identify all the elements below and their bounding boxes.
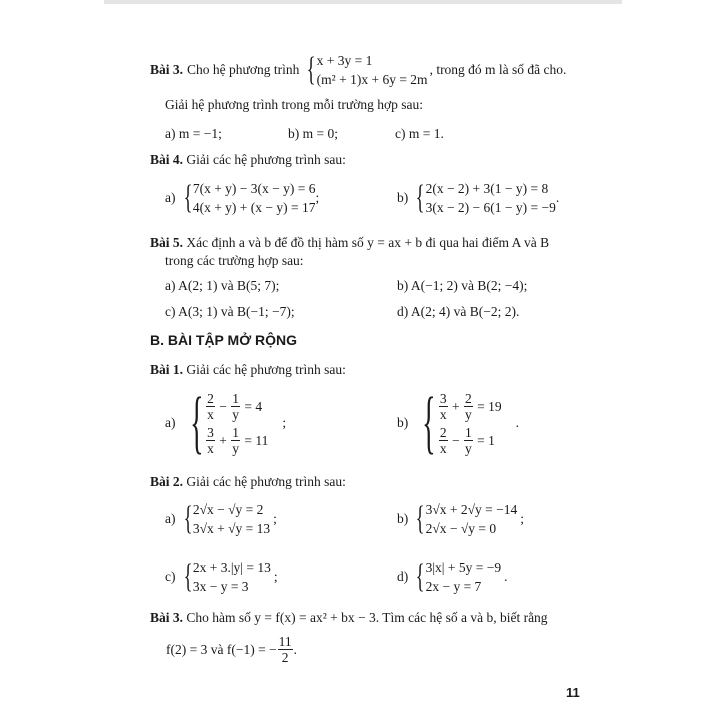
denominator: x (207, 440, 214, 456)
a-bai5-title-line (150, 235, 549, 251)
exercise-text: Giải hệ phương trình trong mỗi trường hợp sau: (165, 97, 424, 112)
brace-icon: { (183, 558, 193, 595)
rhs: = 1 (477, 432, 495, 448)
equation: 2x + 3.|y| = 13 (192, 560, 271, 575)
operator: − (451, 432, 460, 448)
exercise-number: Bài 2. (150, 474, 184, 489)
exercise-text: Giải các hệ phương trình sau: (186, 152, 346, 167)
exercise-text: Cho hàm số y = f(x) = ax² + bx − 3. Tìm các hệ số a và b, biết rằng (186, 610, 548, 625)
punctuation: ; (315, 190, 320, 205)
brace-icon: { (415, 179, 425, 216)
equation: 3(x − 2) − 6(1 − y) = −9 (425, 200, 556, 215)
equation-system (165, 500, 277, 538)
numerator: 1 (232, 390, 239, 406)
equation-system (303, 51, 427, 89)
case: a) m = −1; (165, 126, 222, 141)
equation: 3x − y = 3 (192, 579, 249, 594)
brace-icon: { (415, 558, 425, 595)
brace-icon: { (183, 500, 193, 537)
item-label: b) (397, 190, 409, 205)
exercise-text: Cho hệ phương trình (187, 62, 300, 77)
equation: x + 3y = 1 (316, 53, 373, 68)
exercise-number: Bài 3. (150, 610, 184, 625)
punctuation: . (555, 190, 560, 205)
section-heading: B. BÀI TẬP MỞ RỘNG (150, 332, 298, 348)
item-label: d) (397, 569, 409, 584)
case: c) A(3; 1) và B(−1; −7); (165, 304, 295, 319)
condition-text: f(2) = 3 và f(−1) = − (166, 641, 277, 657)
operator: + (219, 432, 227, 448)
equation: 4(x + y) + (x − y) = 17 (192, 200, 316, 215)
operator: + (451, 398, 460, 414)
equation-system (165, 558, 278, 596)
case: d) A(2; 4) và B(−2; 2). (397, 304, 520, 319)
exercise-text: , trong đó m là số đã cho. (429, 62, 567, 77)
numerator: 2 (439, 424, 447, 440)
equation-system (397, 500, 524, 538)
equation (438, 423, 502, 457)
brace-icon: { (307, 51, 316, 88)
exercise-number: Bài 3. (150, 62, 184, 77)
exercise-text: Giải các hệ phương trình sau: (186, 362, 346, 377)
punctuation: ; (282, 415, 287, 430)
numerator: 2 (207, 390, 214, 406)
equation-system (165, 384, 287, 461)
case: b) A(−1; 2) và B(2; −4); (397, 278, 528, 293)
equation: 7(x + y) − 3(x − y) = 6 (192, 181, 316, 196)
equation: 2√x − √y = 0 (425, 521, 497, 536)
numerator: 2 (464, 390, 472, 406)
top-edge (104, 0, 622, 4)
equation: 2√x − √y = 2 (192, 502, 264, 517)
condition-line (166, 634, 297, 665)
numerator: 1 (232, 424, 239, 440)
denominator: y (232, 406, 239, 422)
punctuation: ; (520, 511, 525, 526)
denominator: 2 (281, 650, 289, 665)
b-bai3-title-line (150, 610, 548, 626)
denominator: y (464, 406, 472, 422)
exercise-number: Bài 4. (150, 152, 184, 167)
denominator: x (439, 440, 447, 456)
equation-system (397, 384, 519, 461)
equation (205, 423, 268, 457)
item-label: b) (397, 511, 409, 526)
case: b) m = 0; (288, 126, 338, 141)
equation: 2x − y = 7 (425, 579, 482, 594)
equation: 3√x + 2√y = −14 (425, 502, 518, 517)
equation: 2(x − 2) + 3(1 − y) = 8 (425, 181, 549, 196)
page-number: 11 (566, 685, 580, 700)
denominator: y (232, 440, 239, 456)
rhs: = 19 (477, 398, 502, 414)
numerator: 3 (207, 424, 214, 440)
b-bai1-title-line (150, 362, 346, 378)
item-label: c) (165, 569, 176, 584)
item-label: a) (165, 415, 176, 430)
punctuation: . (504, 569, 508, 584)
brace-icon: { (422, 384, 436, 461)
equation-system (397, 558, 507, 596)
denominator: x (207, 406, 214, 422)
case: c) m = 1. (395, 126, 444, 141)
exercise-number: Bài 5. (150, 235, 184, 250)
denominator: y (464, 440, 472, 456)
equation: 3|x| + 5y = −9 (425, 560, 502, 575)
a-bai4-title-line (150, 152, 346, 168)
brace-icon: { (415, 500, 425, 537)
brace-icon: { (183, 179, 193, 216)
equation: (m² + 1)x + 6y = 2m (316, 72, 428, 87)
equation (438, 389, 502, 423)
numerator: 11 (278, 634, 292, 649)
equation-system (165, 179, 319, 217)
brace-icon: { (189, 384, 204, 461)
b-bai2-title-line (150, 474, 346, 490)
exercise-text: trong các trường hợp sau: (165, 253, 304, 268)
case: a) A(2; 1) và B(5; 7); (165, 278, 280, 293)
a-bai3-title-line (150, 51, 566, 89)
punctuation: . (293, 641, 298, 657)
punctuation: ; (273, 569, 278, 584)
operator: − (219, 398, 227, 414)
exercise-text: Giải các hệ phương trình sau: (186, 474, 346, 489)
numerator: 1 (464, 424, 472, 440)
punctuation: ; (273, 511, 277, 526)
equation-system (397, 179, 559, 217)
punctuation: . (515, 415, 519, 430)
item-label: a) (165, 511, 176, 526)
item-label: b) (397, 415, 409, 430)
equation (205, 389, 268, 423)
rhs: = 11 (244, 432, 269, 448)
exercise-number: Bài 1. (150, 362, 184, 377)
denominator: x (439, 406, 447, 422)
item-label: a) (165, 190, 176, 205)
numerator: 3 (439, 390, 447, 406)
exercise-text: Xác định a và b để đồ thị hàm số y = ax + b đi qua hai điểm A và B (186, 235, 550, 250)
rhs: = 4 (244, 398, 263, 414)
equation: 3√x + √y = 13 (192, 521, 271, 536)
